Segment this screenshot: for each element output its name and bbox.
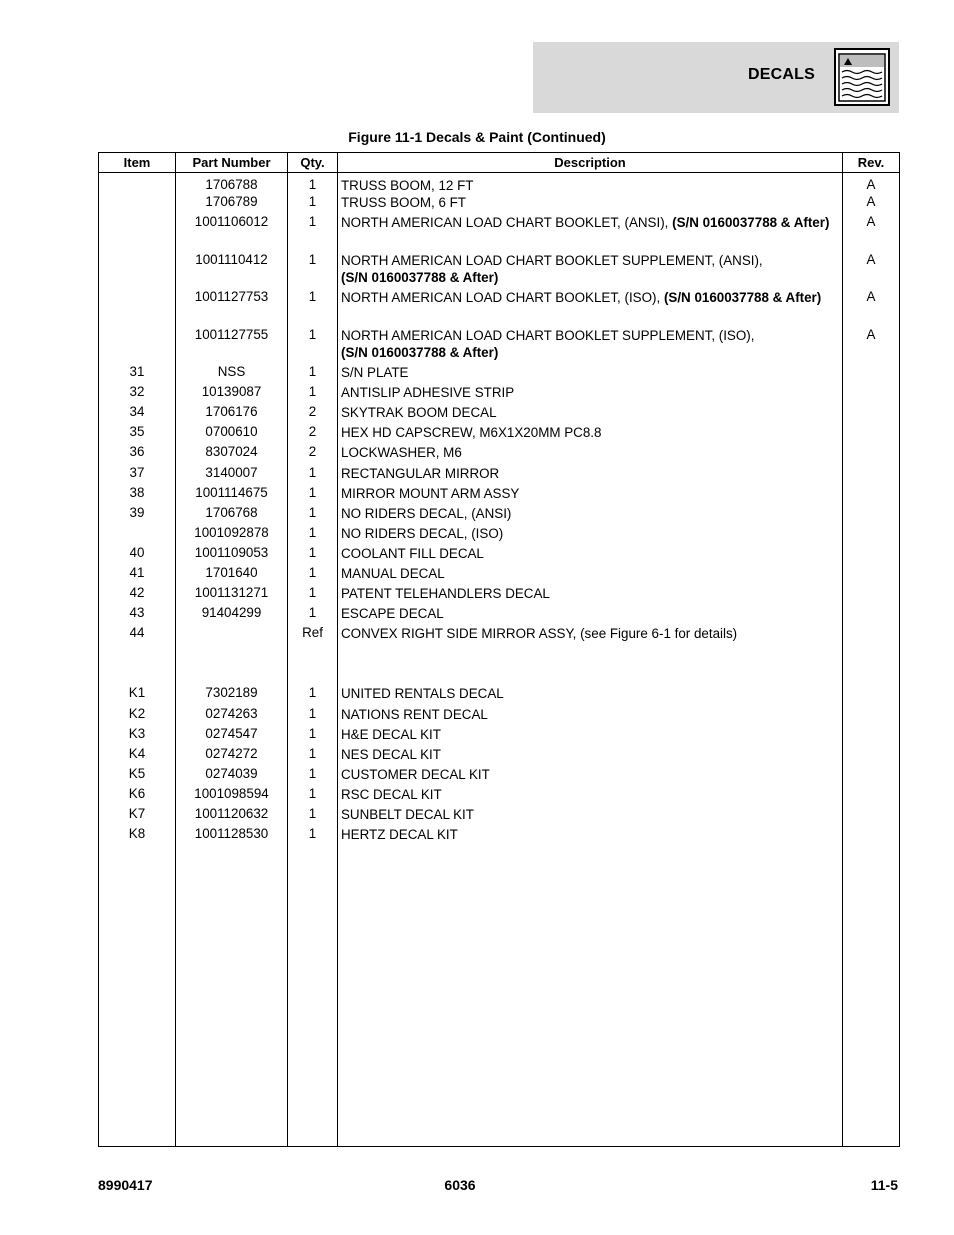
description-cell: HERTZ DECAL KIT [338,826,843,846]
rev-cell: A [843,252,900,290]
item-cell: K7 [99,806,176,826]
part-number-cell: 1001127755 [176,327,288,365]
rev-cell [843,766,900,786]
table-row [99,384,900,404]
table-row [99,565,900,585]
description-cell [338,252,843,290]
rev-cell [843,786,900,806]
qty-cell: 1 [288,505,338,525]
rev-cell [843,465,900,485]
table-row [99,826,900,846]
table-row [99,505,900,525]
part-number-cell: 1701640 [176,565,288,585]
qty-cell: 1 [288,364,338,384]
item-cell: K8 [99,826,176,846]
description-text: NORTH AMERICAN LOAD CHART BOOKLET, (ISO), [341,290,664,306]
qty-cell: 2 [288,444,338,464]
part-number-cell: 1706789 [176,194,288,214]
col-header-part-number: Part Number [176,153,288,173]
description-cell [338,194,843,214]
description-cell: UNITED RENTALS DECAL [338,685,843,705]
qty-cell: 1 [288,585,338,605]
col-header-qty: Qty. [288,153,338,173]
part-number-cell: NSS [176,364,288,384]
description-cell: MIRROR MOUNT ARM ASSY [338,485,843,505]
rev-cell [843,605,900,625]
part-number-cell: 1706176 [176,404,288,424]
item-cell: 32 [99,384,176,404]
part-number-cell: 1001110412 [176,252,288,290]
description-cell [338,214,843,252]
table-row [99,252,900,290]
item-cell: 34 [99,404,176,424]
table-row [99,485,900,505]
part-number-cell: 8307024 [176,444,288,464]
item-cell: 39 [99,505,176,525]
table-row [99,746,900,766]
figure-title: Figure 11-1 Decals & Paint (Continued) [348,129,606,145]
description-cell: H&E DECAL KIT [338,726,843,746]
qty-cell: 1 [288,726,338,746]
part-number-cell: 1001131271 [176,585,288,605]
description-cell: ESCAPE DECAL [338,605,843,625]
description-cell: NATIONS RENT DECAL [338,706,843,726]
description-cell: PATENT TELEHANDLERS DECAL [338,585,843,605]
qty-cell: 1 [288,565,338,585]
serial-number-note: (S/N 0160037788 & After) [341,269,499,285]
rev-cell [843,384,900,404]
table-row [99,444,900,464]
description-cell: COOLANT FILL DECAL [338,545,843,565]
description-text: TRUSS BOOM, 6 FT [341,195,466,210]
item-cell [99,214,176,252]
table-row [99,173,900,195]
item-cell: K4 [99,746,176,766]
rev-cell [843,746,900,766]
rev-cell [843,585,900,605]
qty-cell: 1 [288,545,338,565]
rev-cell [843,424,900,444]
part-number-cell: 1001120632 [176,806,288,826]
description-cell: ANTISLIP ADHESIVE STRIP [338,384,843,404]
description-cell: LOCKWASHER, M6 [338,444,843,464]
footer-model-number: 6036 [444,1177,476,1193]
qty-cell: 1 [288,706,338,726]
qty-cell: 1 [288,173,338,195]
description-text: NORTH AMERICAN LOAD CHART BOOKLET SUPPLEMENT, (ANSI), [341,252,763,268]
description-cell [338,289,843,327]
description-cell: NES DECAL KIT [338,746,843,766]
description-cell: RECTANGULAR MIRROR [338,465,843,485]
part-number-cell: 0700610 [176,424,288,444]
rev-cell [843,525,900,545]
table-row [99,786,900,806]
col-header-item: Item [99,153,176,173]
table-row [99,766,900,786]
qty-cell: 1 [288,766,338,786]
qty-cell: Ref [288,625,338,645]
description-cell: SKYTRAK BOOM DECAL [338,404,843,424]
part-number-cell: 1001109053 [176,545,288,565]
table-row [99,424,900,444]
footer-page-number: 11-5 [870,1177,898,1193]
table-row [99,726,900,746]
serial-number-note: (S/N 0160037788 & After) [341,344,499,360]
qty-cell: 2 [288,404,338,424]
item-cell: K3 [99,726,176,746]
description-text: NORTH AMERICAN LOAD CHART BOOKLET, (ANSI), [341,215,673,231]
part-number-cell: 0274263 [176,706,288,726]
description-cell: SUNBELT DECAL KIT [338,806,843,826]
part-number-cell: 1001092878 [176,525,288,545]
item-cell [99,525,176,545]
part-number-cell: 0274547 [176,726,288,746]
table-row [99,404,900,424]
rev-cell [843,706,900,726]
item-cell: 37 [99,465,176,485]
qty-cell: 1 [288,465,338,485]
description-text: NORTH AMERICAN LOAD CHART BOOKLET SUPPLEMENT, (ISO), [341,327,755,343]
part-number-cell: 10139087 [176,384,288,404]
description-cell: MANUAL DECAL [338,565,843,585]
item-cell: 31 [99,364,176,384]
part-number-cell: 1001114675 [176,485,288,505]
description-cell: NO RIDERS DECAL, (ISO) [338,525,843,545]
table-row [99,194,900,214]
rev-cell: A [843,289,900,327]
filler-row [99,846,900,1146]
item-cell: K1 [99,685,176,705]
table-row [99,545,900,565]
qty-cell: 1 [288,485,338,505]
section-title: DECALS [748,66,815,83]
parts-table [98,152,900,1147]
qty-cell: 1 [288,194,338,214]
item-cell: 42 [99,585,176,605]
item-cell: 43 [99,605,176,625]
qty-cell: 2 [288,424,338,444]
qty-cell: 1 [288,214,338,252]
table-row [99,525,900,545]
part-number-cell: 1706788 [176,173,288,195]
rev-cell [843,545,900,565]
description-cell: CONVEX RIGHT SIDE MIRROR ASSY, (see Figure 6-1 for details) [338,625,843,645]
section-header [533,42,899,113]
part-number-cell: 1001106012 [176,214,288,252]
description-cell: S/N PLATE [338,364,843,384]
qty-cell: 1 [288,605,338,625]
part-number-cell: 3140007 [176,465,288,485]
description-cell: HEX HD CAPSCREW, M6X1X20MM PC8.8 [338,424,843,444]
item-cell: 36 [99,444,176,464]
rev-cell [843,565,900,585]
qty-cell: 1 [288,786,338,806]
qty-cell: 1 [288,525,338,545]
item-cell [99,194,176,214]
item-cell: 35 [99,424,176,444]
table-row [99,806,900,826]
table-row [99,585,900,605]
rev-cell: A [843,214,900,252]
item-cell: K5 [99,766,176,786]
qty-cell: 1 [288,327,338,365]
item-cell [99,173,176,195]
rev-cell [843,505,900,525]
item-cell [99,289,176,327]
part-number-cell: 1001128530 [176,826,288,846]
qty-cell: 1 [288,746,338,766]
part-number-cell: 0274039 [176,766,288,786]
table-header-row [99,153,900,173]
table-row [99,465,900,485]
table-row [99,327,900,365]
part-number-cell: 1001098594 [176,786,288,806]
rev-cell [843,444,900,464]
part-number-cell: 1706768 [176,505,288,525]
description-cell: RSC DECAL KIT [338,786,843,806]
part-number-cell [176,625,288,645]
qty-cell: 1 [288,685,338,705]
part-number-cell: 1001127753 [176,289,288,327]
rev-cell: A [843,327,900,365]
description-cell: NO RIDERS DECAL, (ANSI) [338,505,843,525]
col-header-rev: Rev. [843,153,900,173]
rev-cell [843,625,900,645]
col-header-description: Description [338,153,843,173]
qty-cell: 1 [288,806,338,826]
part-number-cell: 0274272 [176,746,288,766]
item-cell [99,327,176,365]
rev-cell [843,404,900,424]
description-text: TRUSS BOOM, 12 FT [341,178,474,193]
table-row [99,685,900,705]
rev-cell [843,806,900,826]
item-cell: 44 [99,625,176,645]
description-cell [338,173,843,195]
table-row [99,605,900,625]
item-cell [99,252,176,290]
rev-cell: A [843,173,900,195]
qty-cell: 1 [288,252,338,290]
rev-cell [843,485,900,505]
description-cell: CUSTOMER DECAL KIT [338,766,843,786]
item-cell: 41 [99,565,176,585]
rev-cell [843,726,900,746]
part-number-cell: 7302189 [176,685,288,705]
item-cell: K6 [99,786,176,806]
table-row [99,289,900,327]
rev-cell: A [843,194,900,214]
qty-cell: 1 [288,289,338,327]
spacer-row [99,645,900,685]
rev-cell [843,826,900,846]
table-row [99,214,900,252]
item-cell: 40 [99,545,176,565]
qty-cell: 1 [288,826,338,846]
rev-cell [843,364,900,384]
description-cell [338,327,843,365]
table-row [99,706,900,726]
footer-document-number: 8990417 [98,1177,153,1193]
serial-number-note: (S/N 0160037788 & After) [672,215,830,231]
item-cell: K2 [99,706,176,726]
table-row [99,625,900,645]
part-number-cell: 91404299 [176,605,288,625]
rev-cell [843,685,900,705]
table-row [99,364,900,384]
decal-icon [834,48,890,106]
item-cell: 38 [99,485,176,505]
qty-cell: 1 [288,384,338,404]
serial-number-note: (S/N 0160037788 & After) [663,290,822,306]
